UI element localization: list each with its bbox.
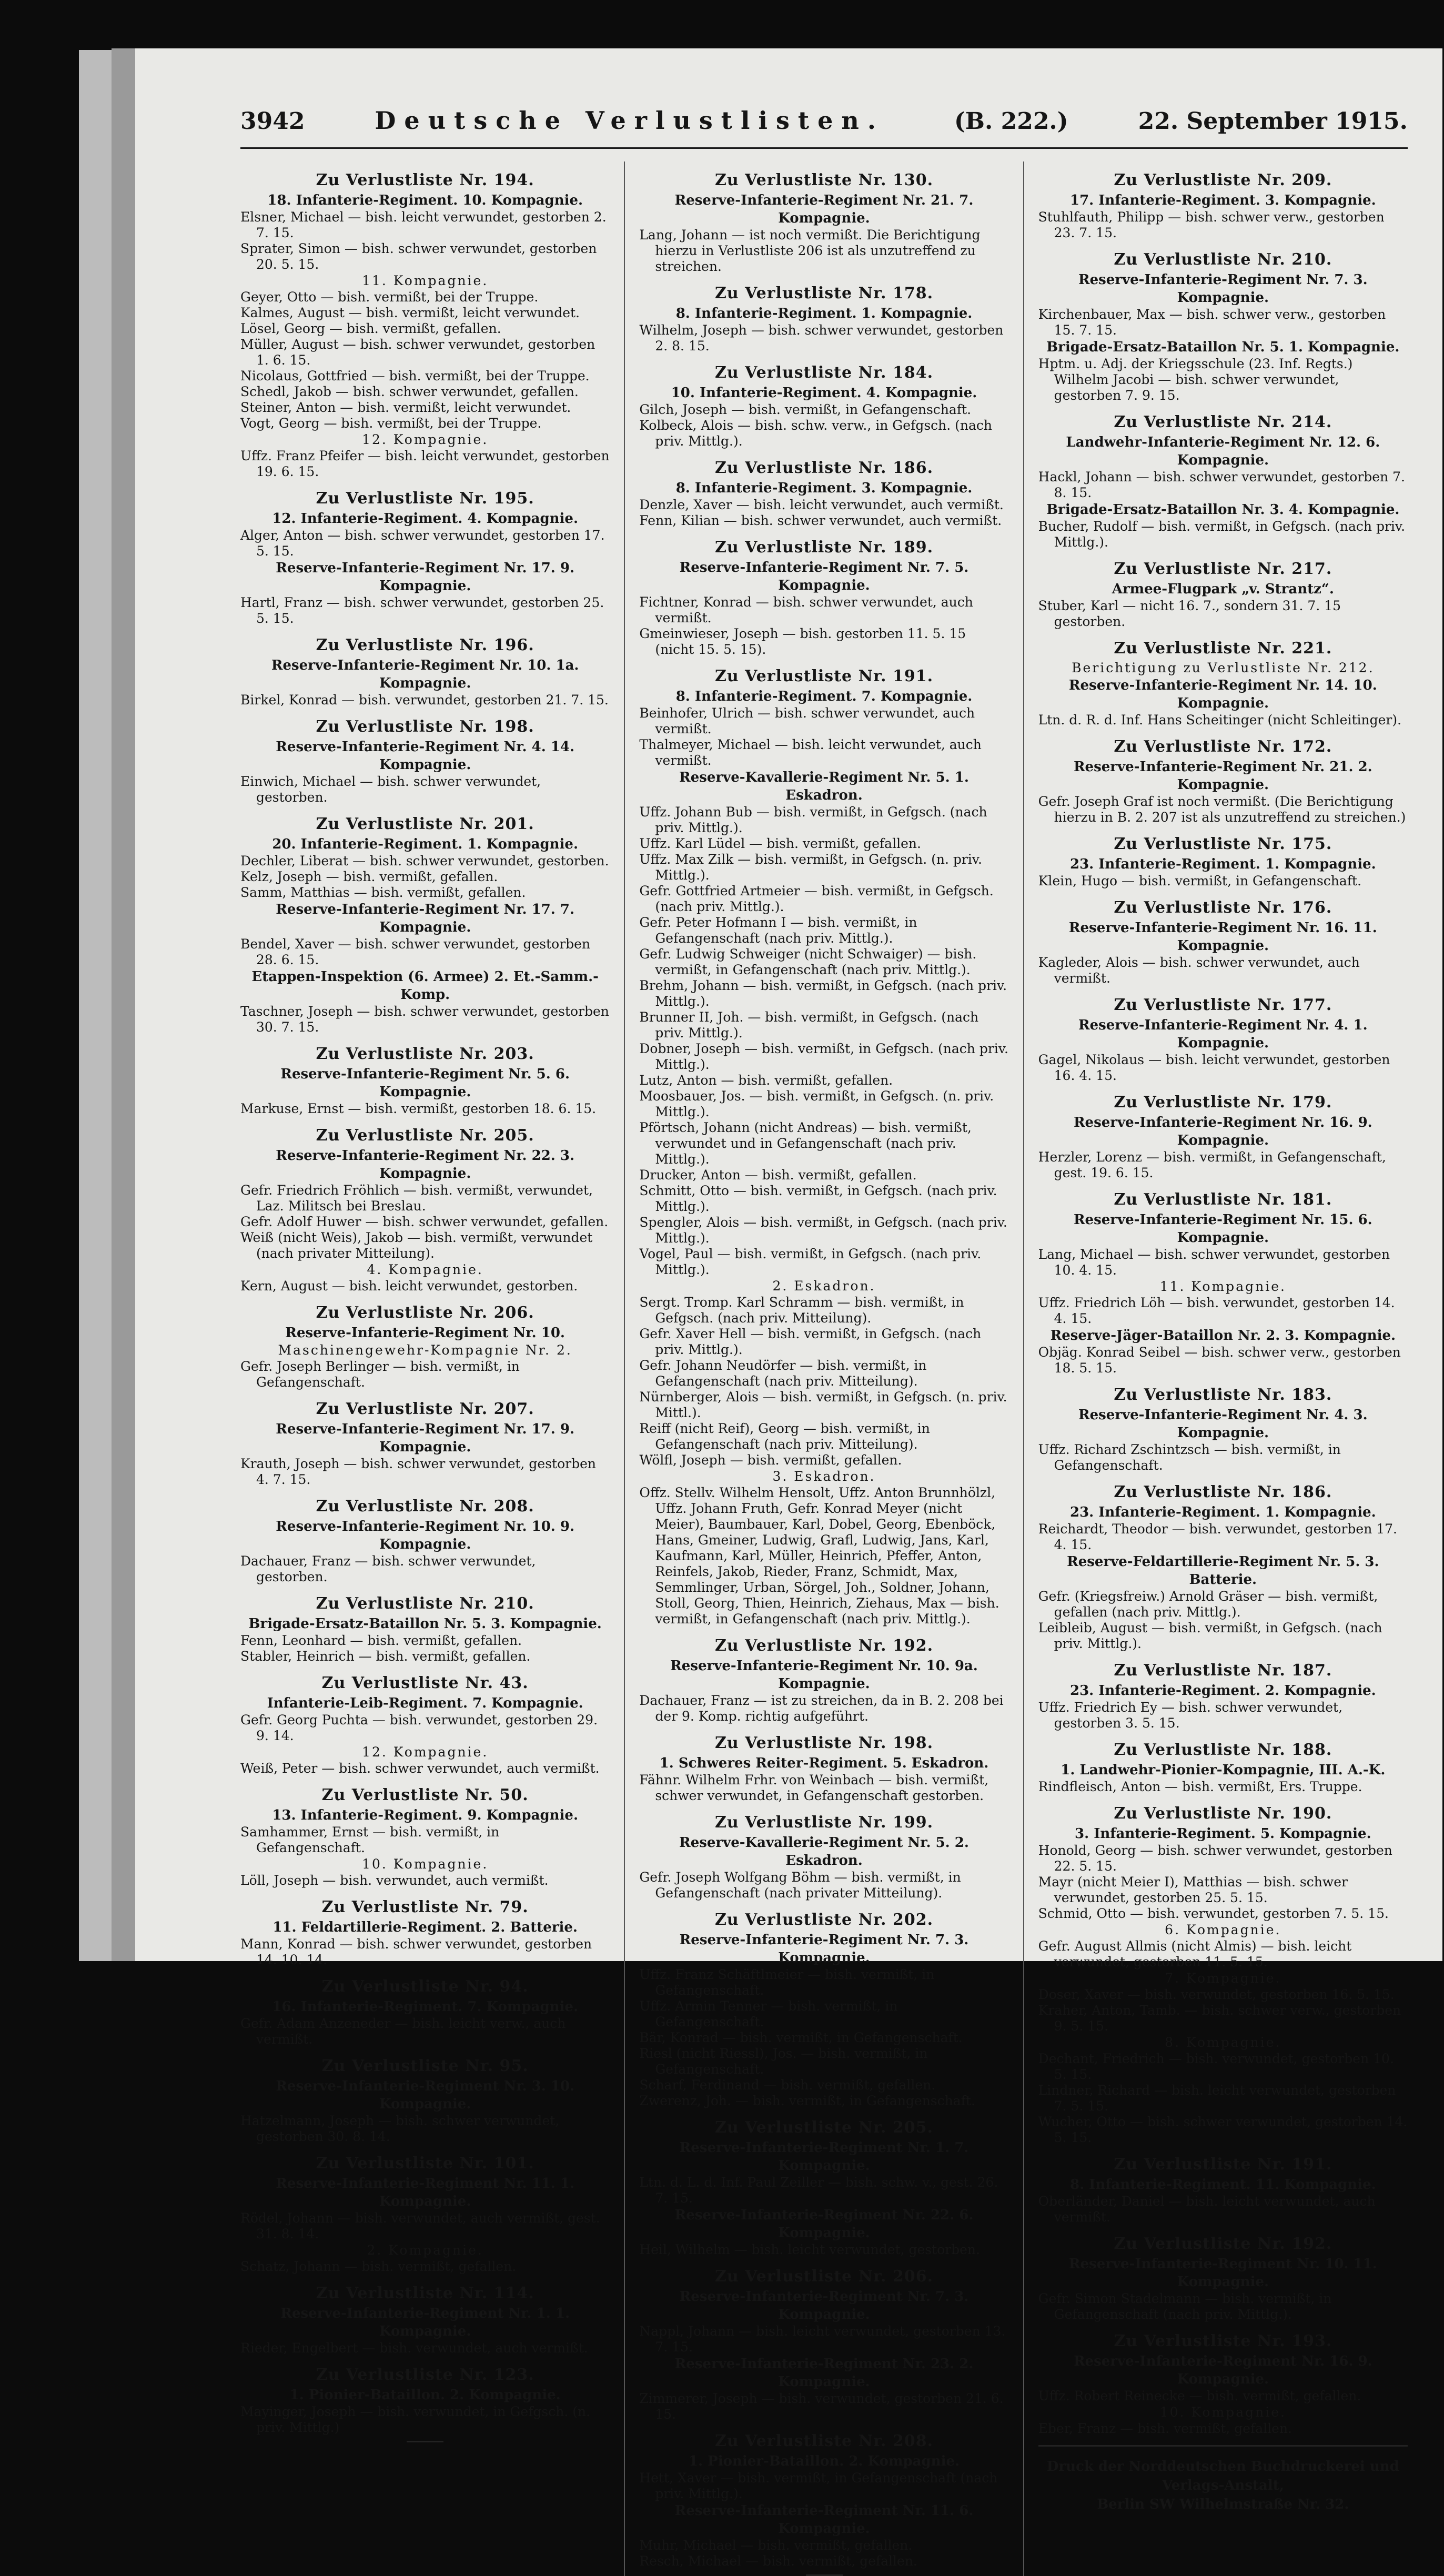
casualty-entry: Hatzelmann, Joseph — bish. schwer verwundet, gestorben 30. 8. 14. (240, 2113, 560, 2144)
subunit-heading: 7. Kompagnie. (1165, 1971, 1281, 1986)
casualty-entry: Beinhofer, Ulrich — bish. schwer verwundet, auch vermißt. (639, 705, 975, 736)
casualty-entry: Vogt, Georg — bish. vermißt, bei der Truppe. (240, 416, 542, 431)
casualty-entry: Gefr. Peter Hofmann I — bish. vermißt, in Gefangenschaft (nach priv. Mittlg.). (639, 915, 917, 946)
casualty-entry: Schmitt, Otto — bish. vermißt, in Gefgsch. (nach priv. Mittlg.). (639, 1183, 997, 1214)
casualty-list-heading: Zu Verlustliste Nr. 194. (316, 171, 534, 189)
casualty-entry: Fichtner, Konrad — bish. schwer verwundet, auch vermißt. (639, 594, 973, 625)
casualty-list-heading: Zu Verlustliste Nr. 206. (714, 2267, 934, 2286)
subunit-heading: 6. Kompagnie. (1165, 1922, 1281, 1937)
casualty-entry: Hett, Xaver — bish. vermißt, in Gefangenschaft (nach priv. Mittlg.). (639, 2470, 998, 2501)
unit-heading: 1. Landwehr-Pionier-Kompagnie, III. A.-K. (1061, 1762, 1386, 1778)
unit-heading: 1. Pionier-Bataillon. 2. Kompagnie. (688, 2453, 960, 2469)
casualty-entry: Wilhelm, Joseph — bish. schwer verwundet, gestorben 2. 8. 15. (639, 322, 1004, 353)
casualty-entry: Lang, Johann — ist noch vermißt. Die Berichtigung hierzu in Verlustliste 206 ist als unzutreffend zu streichen. (639, 227, 981, 274)
casualty-entry: Klein, Hugo — bish. vermißt, in Gefangenschaft. (1038, 873, 1362, 888)
casualty-list-heading: Zu Verlustliste Nr. 186. (714, 459, 934, 477)
casualty-entry: Uffz. Robert Reinecke — bish. vermißt, gefallen. (1038, 2388, 1361, 2403)
issue-date: 22. September 1915. (1138, 108, 1408, 135)
casualty-entry: Schmid, Otto — bish. verwundet, gestorben 7. 5. 15. (1038, 1906, 1389, 1921)
casualty-entry: Gagel, Nikolaus — bish. leicht verwundet, gestorben 16. 4. 15. (1038, 1052, 1390, 1083)
unit-heading: Reserve-Infanterie-Regiment Nr. 16. 9. Kompagnie. (1073, 1115, 1372, 1148)
casualty-entry: Resch, Michael — bish. vermißt, gefallen. (639, 2553, 917, 2569)
casualty-entry: Kelz, Joseph — bish. vermißt, gefallen. (240, 869, 498, 884)
unit-heading: Reserve-Infanterie-Regiment Nr. 17. 7. Kompagnie. (276, 902, 575, 935)
unit-heading: Reserve-Infanterie-Regiment Nr. 10. 9a. Kompagnie. (670, 1658, 978, 1692)
casualty-entry: Mayr (nicht Meier I), Matthias — bish. schwer verwundet, gestorben 25. 5. 15. (1038, 1874, 1348, 1905)
casualty-entry: Reichardt, Theodor — bish. verwundet, gestorben 17. 4. 15. (1038, 1521, 1398, 1552)
casualty-list-heading: Zu Verlustliste Nr. 192. (714, 1636, 934, 1655)
unit-heading: Reserve-Infanterie-Regiment Nr. 11. 1. Kompagnie. (276, 2176, 575, 2209)
casualty-list-heading: Zu Verlustliste Nr. 43. (321, 1674, 529, 1692)
casualty-list-heading: Zu Verlustliste Nr. 203. (316, 1045, 534, 1063)
casualty-entry: Uffz. Franz Pfeifer — bish. leicht verwundet, gestorben 19. 6. 15. (240, 448, 610, 479)
casualty-entry: Elsner, Michael — bish. leicht verwundet, gestorben 2. 7. 15. (240, 209, 607, 240)
casualty-list-heading: Zu Verlustliste Nr. 214. (1114, 413, 1332, 431)
casualty-entry: Leibleib, August — bish. vermißt, in Gefgsch. (nach priv. Mittlg.). (1038, 1620, 1382, 1651)
unit-heading: Reserve-Infanterie-Regiment Nr. 7. 3. Kompagnie. (1078, 272, 1368, 306)
casualty-list-heading: Zu Verlustliste Nr. 210. (316, 1594, 534, 1613)
casualty-entry: Birkel, Konrad — bish. verwundet, gestorben 21. 7. 15. (240, 692, 609, 708)
casualty-entry: Dechler, Liberat — bish. schwer verwundet, gestorben. (240, 853, 609, 868)
casualty-list-heading: Zu Verlustliste Nr. 186. (1114, 1483, 1332, 1501)
casualty-entry: Rindfleisch, Anton — bish. vermißt, Ers. Truppe. (1038, 1779, 1362, 1794)
column-divider (624, 161, 625, 2576)
unit-heading: Reserve-Infanterie-Regiment Nr. 1. 1. Kompagnie. (280, 2306, 570, 2339)
casualty-entry: Krauth, Joseph — bish. schwer verwundet, gestorben 4. 7. 15. (240, 1456, 597, 1487)
casualty-entry: Gmeinwieser, Joseph — bish. gestorben 11. 5. 15 (nicht 15. 5. 15). (639, 626, 966, 657)
casualty-list-heading: Zu Verlustliste Nr. 176. (1114, 898, 1332, 917)
casualty-entry: Stuber, Karl — nicht 16. 7., sondern 31. 7. 15 gestorben. (1038, 598, 1341, 629)
casualty-list-heading: Zu Verlustliste Nr. 198. (316, 718, 534, 736)
casualty-entry: Rieder, Engelbert — bish. verwundet, auch vermißt. (240, 2340, 588, 2356)
casualty-entry: Vogel, Paul — bish. vermißt, in Gefgsch. (nach priv. Mittlg.). (639, 1246, 982, 1277)
unit-heading: Reserve-Infanterie-Regiment Nr. 7. 3. Kompagnie. (679, 1932, 969, 1966)
publication-title: Deutsche Verlustlisten. (375, 106, 884, 135)
subunit-heading: 4. Kompagnie. (367, 1262, 483, 1277)
casualty-entry: Markuse, Ernst — bish. vermißt, gestorben 18. 6. 15. (240, 1101, 597, 1116)
column-2 (639, 161, 1008, 2576)
unit-heading: Brigade-Ersatz-Bataillon Nr. 5. 1. Kompagnie. (1046, 339, 1400, 355)
page-header (240, 106, 1408, 149)
unit-heading: 1. Schweres Reiter-Regiment. 5. Eskadron. (659, 1755, 989, 1771)
casualty-entry: Gefr. Adam Anzeneder — bish. leicht verw., auch vermißt. (240, 2016, 566, 2047)
casualty-entry: Uffz. Friedrich Löh — bish. verwundet, gestorben 14. 4. 15. (1038, 1295, 1395, 1326)
casualty-list-heading: Zu Verlustliste Nr. 130. (714, 171, 934, 189)
subunit-heading: 11. Kompagnie. (362, 273, 489, 288)
unit-heading: Reserve-Feldartillerie-Regiment Nr. 5. 3. Batterie. (1067, 1554, 1379, 1588)
casualty-entry: Nappl, Johann — bish. leicht verwundet, gestorben 13. 7. 15. (639, 2324, 1006, 2355)
unit-heading: Reserve-Infanterie-Regiment Nr. 4. 14. Kompagnie. (276, 739, 575, 773)
casualty-list-heading: Zu Verlustliste Nr. 190. (1114, 1804, 1332, 1823)
issue-number: (B. 222.) (954, 108, 1068, 135)
casualty-list-heading: Zu Verlustliste Nr. 175. (1114, 835, 1332, 853)
unit-heading: Reserve-Infanterie-Regiment Nr. 22. 3. Kompagnie. (276, 1148, 575, 1181)
casualty-entry: Kern, August — bish. leicht verwundet, gestorben. (240, 1278, 578, 1294)
casualty-entry: Zimmerer, Joseph — bish. verwundet, gestorben 21. 6. 15. (639, 2391, 1004, 2422)
casualty-list-heading: Zu Verlustliste Nr. 178. (714, 284, 934, 302)
casualty-entry: Muhr, Michael — bish. vermißt, gefallen. (639, 2538, 913, 2553)
casualty-list-heading: Zu Verlustliste Nr. 208. (316, 1497, 534, 1516)
casualty-entry: Wölfl, Joseph — bish. vermißt, gefallen. (639, 1452, 902, 1468)
imprint-line-1: Druck der Norddeutschen Buchdruckerei und Verlags-Anstalt, (1046, 2459, 1399, 2493)
casualty-list-heading: Zu Verlustliste Nr. 177. (1114, 996, 1332, 1014)
unit-heading: 18. Infanterie-Regiment. 10. Kompagnie. (267, 193, 583, 208)
casualty-list-heading: Zu Verlustliste Nr. 179. (1114, 1093, 1332, 1112)
subunit-heading: Maschinengewehr-Kompagnie Nr. 2. (278, 1342, 572, 1358)
casualty-list-heading: Zu Verlustliste Nr. 95. (321, 2057, 529, 2075)
unit-heading: Reserve-Infanterie-Regiment Nr. 21. 7. Kompagnie. (674, 193, 974, 226)
casualty-entry: Objäg. Konrad Seibel — bish. schwer verw., gestorben 18. 5. 15. (1038, 1345, 1401, 1376)
casualty-entry: Ltn. d. L. d. Inf. Paul Zeiller — bish. schw. v., gest. 26. 7. 15. (639, 2175, 998, 2206)
casualty-entry: Gefr. Simon Stadelmann — bish. vermißt, in Gefangenschaft (nach priv. Mittlg.). (1038, 2291, 1332, 2322)
casualty-entry: Sergt. Tromp. Karl Schramm — bish. vermißt, in Gefgsch. (nach priv. Mitteilung). (639, 1295, 964, 1326)
casualty-entry: Moosbauer, Jos. — bish. vermißt, in Gefgsch. (n. priv. Mittlg.). (639, 1088, 994, 1119)
casualty-entry: Denzle, Xaver — bish. leicht verwundet, auch vermißt. (639, 497, 1004, 512)
unit-heading: 23. Infanterie-Regiment. 1. Kompagnie. (1069, 1504, 1376, 1520)
unit-heading: Reserve-Infanterie-Regiment Nr. 4. 3. Kompagnie. (1078, 1407, 1368, 1441)
casualty-entry: Weiß (nicht Weis), Jakob — bish. vermißt, verwundet (nach privater Mitteilung). (240, 1230, 593, 1261)
unit-heading: 1. Pionier-Bataillon. 2. Kompagnie. (289, 2387, 561, 2403)
casualty-list-heading: Zu Verlustliste Nr. 208. (714, 2432, 934, 2450)
end-rule (407, 2441, 443, 2442)
casualty-entry: Gefr. Friedrich Fröhlich — bish. vermißt, verwundet, Laz. Militsch bei Breslau. (240, 1183, 593, 1214)
casualty-entry: Ltn. d. R. d. Inf. Hans Scheitinger (nicht Schleitinger). (1038, 712, 1402, 728)
printer-imprint (1038, 2457, 1408, 2514)
casualty-entry: Dachauer, Franz — ist zu streichen, da in B. 2. 208 bei der 9. Komp. richtig aufgeführt. (639, 1693, 1004, 1724)
casualty-list-heading: Zu Verlustliste Nr. 101. (316, 2154, 534, 2173)
casualty-list-heading: Zu Verlustliste Nr. 207. (316, 1400, 534, 1418)
casualty-entry: Herzler, Lorenz — bish. vermißt, in Gefangenschaft, gest. 19. 6. 15. (1038, 1149, 1386, 1180)
unit-heading: 17. Infanterie-Regiment. 3. Kompagnie. (1069, 193, 1376, 208)
unit-heading: Reserve-Infanterie-Regiment Nr. 14. 10. Kompagnie. (1068, 678, 1377, 711)
casualty-entry: Alger, Anton — bish. schwer verwundet, gestorben 17. 5. 15. (240, 528, 605, 559)
casualty-list-heading: Zu Verlustliste Nr. 205. (714, 2118, 934, 2137)
subunit-heading: 10. Kompagnie. (362, 1856, 489, 1872)
unit-heading: Reserve-Infanterie-Regiment Nr. 17. 9. Kompagnie. (276, 560, 575, 594)
casualty-entry: Doser, Xaver — bish. verwundet, gestorben 16. 5. 15. (1038, 1987, 1395, 2002)
unit-heading: 3. Infanterie-Regiment. 5. Kompagnie. (1075, 1826, 1371, 1842)
casualty-entry: Gilch, Joseph — bish. vermißt, in Gefangenschaft. (639, 402, 972, 417)
casualty-entry: Spengler, Alois — bish. vermißt, in Gefgsch. (nach priv. Mittlg.). (639, 1215, 1007, 1246)
unit-heading: Reserve-Infanterie-Regiment Nr. 15. 6. Kompagnie. (1073, 1212, 1372, 1246)
unit-heading: Reserve-Infanterie-Regiment Nr. 7. 3. Kompagnie. (679, 2289, 969, 2322)
casualty-entry: Gefr. August Allmis (nicht Almis) — bish. leicht verwundet, gestorben 11. 5. 15. (1038, 1938, 1352, 1969)
casualty-entry: Rödel, Johann — bish. verwundet, auch vermißt, gest. 31. 8. 14. (240, 2210, 600, 2241)
casualty-entry: Mann, Konrad — bish. schwer verwundet, gestorben 14. 10. 14. (240, 1936, 592, 1967)
unit-heading: Reserve-Jäger-Bataillon Nr. 2. 3. Kompagnie. (1050, 1328, 1396, 1343)
unit-heading: 8. Infanterie-Regiment. 11. Kompagnie. (1069, 2177, 1376, 2193)
casualty-list-heading: Zu Verlustliste Nr. 79. (321, 1898, 529, 1916)
casualty-entry: Stabler, Heinrich — bish. vermißt, gefallen. (240, 1649, 531, 1664)
casualty-entry: Scharf, Ferdinand — bish. vermißt, gefallen. (639, 2077, 936, 2093)
casualty-entry: Uffz. Armin Tenner — bish. vermißt, in Gefangenschaft. (639, 1998, 898, 2029)
unit-heading: Reserve-Infanterie-Regiment Nr. 1. 7. Kompagnie. (679, 2140, 969, 2174)
unit-heading: Reserve-Infanterie-Regiment Nr. 21. 2. Kompagnie. (1073, 759, 1372, 793)
unit-heading: 10. Infanterie-Regiment. 4. Kompagnie. (671, 385, 977, 401)
subunit-heading: 3. Eskadron. (772, 1469, 876, 1484)
casualty-entry: Brunner II, Joh. — bish. vermißt, in Gefgsch. (nach priv. Mittlg.). (639, 1009, 979, 1040)
casualty-list-heading: Zu Verlustliste Nr. 187. (1114, 1661, 1332, 1680)
column-1 (240, 161, 610, 2576)
casualty-entry: Samm, Matthias — bish. vermißt, gefallen. (240, 885, 526, 900)
casualty-list-heading: Zu Verlustliste Nr. 183. (1114, 1386, 1332, 1404)
casualty-entry: Gefr. Adolf Huwer — bish. schwer verwundet, gefallen. (240, 1214, 609, 1229)
unit-heading: 20. Infanterie-Regiment. 1. Kompagnie. (272, 836, 579, 852)
casualty-entry: Kirchenbauer, Max — bish. schwer verw., gestorben 15. 7. 15. (1038, 307, 1386, 338)
casualty-entry: Kalmes, August — bish. vermißt, leicht verwundet. (240, 305, 580, 320)
unit-heading: Reserve-Infanterie-Regiment Nr. 4. 1. Kompagnie. (1078, 1017, 1368, 1051)
casualty-list-heading: Zu Verlustliste Nr. 205. (316, 1126, 534, 1145)
casualty-entry: Geyer, Otto — bish. vermißt, bei der Truppe. (240, 289, 539, 305)
casualty-entry: Offz. Stellv. Wilhelm Hensolt, Uffz. Anton Brunnhölzl, Uffz. Johann Fruth, Gefr. Konrad Meyer (nicht Meier), Baumbauer, Karl, Dobel, Georg, Ebenböck, Hans, Gmeiner, Ludwig, Grafl, Ludwig, Jans, Karl, Kaufmann, Karl, Müller, Heinrich, Pfeffer, Anton, Reinfels, Jakob, Rieder, Franz, Schmidt, Max, Semmlinger, Urban, Sörgel, Joh., Soldner, Johann, Stoll, Georg, Thien, Heinrich, Ziehaus, Max — bish. vermißt, in Gefangenschaft (nach priv. Mittlg.). (639, 1485, 999, 1627)
column-3 (1038, 161, 1408, 2576)
casualty-entry: Hptm. u. Adj. der Kriegsschule (23. Inf. Regts.) Wilhelm Jacobi — bish. schwer verwundet, gestorben 7. 9. 15. (1038, 356, 1353, 403)
casualty-list-heading: Zu Verlustliste Nr. 191. (714, 667, 934, 685)
casualty-entry: Kolbeck, Alois — bish. schw. verw., in Gefgsch. (nach priv. Mittlg.). (639, 418, 993, 449)
casualty-list-heading: Zu Verlustliste Nr. 192. (1114, 2235, 1332, 2253)
casualty-entry: Lang, Michael — bish. schwer verwundet, gestorben 10. 4. 15. (1038, 1247, 1390, 1278)
casualty-entry: Taschner, Joseph — bish. schwer verwundet, gestorben 30. 7. 15. (240, 1004, 609, 1035)
casualty-entry: Gefr. Georg Puchta — bish. verwundet, gestorben 29. 9. 14. (240, 1712, 598, 1743)
casualty-entry: Stuhlfauth, Philipp — bish. schwer verw., gestorben 23. 7. 15. (1038, 209, 1385, 240)
unit-heading: Reserve-Infanterie-Regiment Nr. 17. 9. Kompagnie. (276, 1421, 575, 1455)
casualty-entry: Fenn, Leonhard — bish. vermißt, gefallen. (240, 1633, 522, 1648)
casualty-entry: Fähnr. Wilhelm Frhr. von Weinbach — bish. vermißt, schwer verwundet, in Gefangenschaft gestorben. (639, 1772, 989, 1803)
casualty-entry: Eber, Franz — bish. vermißt, gefallen. (1038, 2421, 1292, 2436)
text-columns (240, 161, 1408, 2576)
unit-heading: 11. Feldartillerie-Regiment. 2. Batterie. (272, 1920, 578, 1935)
casualty-entry: Schatz, Johann — bish. vermißt, gefallen. (240, 2259, 517, 2274)
casualty-entry: Lösel, Georg — bish. vermißt, gefallen. (240, 321, 501, 336)
casualty-entry: Gefr. (Kriegsfreiw.) Arnold Gräser — bish. vermißt, gefallen (nach priv. Mittlg.). (1038, 1589, 1378, 1620)
casualty-entry: Hartl, Franz — bish. schwer verwundet, gestorben 25. 5. 15. (240, 595, 604, 626)
casualty-entry: Schedl, Jakob — bish. schwer verwundet, gefallen. (240, 384, 579, 399)
casualty-entry: Kraher, Anton, Tamb. — bish. schwer verw., gestorben 9. 5. 15. (1038, 2003, 1401, 2034)
unit-heading: Reserve-Infanterie-Regiment Nr. 10. 9. Kompagnie. (276, 1519, 575, 1552)
unit-heading: 12. Infanterie-Regiment. 4. Kompagnie. (272, 511, 579, 527)
casualty-entry: Müller, August — bish. schwer verwundet, gestorben 1. 6. 15. (240, 337, 595, 368)
casualty-entry: Sprater, Simon — bish. schwer verwundet, gestorben 20. 5. 15. (240, 241, 597, 272)
subunit-heading: 12. Kompagnie. (362, 1744, 489, 1760)
document-page (112, 48, 1442, 2569)
casualty-list-heading: Zu Verlustliste Nr. 172. (1114, 738, 1332, 756)
casualty-entry: Nürnberger, Alois — bish. vermißt, in Gefgsch. (n. priv. Mittl.). (639, 1389, 1007, 1420)
casualty-entry: Gefr. Xaver Hell — bish. vermißt, in Gefgsch. (nach priv. Mittlg.). (639, 1326, 982, 1357)
casualty-entry: Fenn, Kilian — bish. schwer verwundet, auch vermißt. (639, 513, 1002, 528)
unit-heading: Reserve-Infanterie-Regiment Nr. 3. 10. Kompagnie. (276, 2078, 575, 2112)
casualty-list-heading: Zu Verlustliste Nr. 201. (316, 815, 534, 833)
casualty-entry: Löll, Joseph — bish. verwundet, auch vermißt. (240, 1873, 549, 1888)
subunit-heading: 12. Kompagnie. (362, 432, 489, 447)
casualty-list-heading: Zu Verlustliste Nr. 188. (1114, 1741, 1332, 1759)
casualty-entry: Lindner, Richard — bish. leicht verwundet, gestorben 7. 5. 15. (1038, 2083, 1396, 2114)
binding-gutter (112, 48, 135, 1961)
casualty-list-heading: Zu Verlustliste Nr. 202. (714, 1911, 934, 1929)
casualty-entry: Pförtsch, Johann (nicht Andreas) — bish. vermißt, verwundet und in Gefangenschaft (nach priv. Mittlg.). (639, 1120, 972, 1167)
subunit-heading: 8. Kompagnie. (1165, 2035, 1281, 2050)
casualty-entry: Bendel, Xaver — bish. schwer verwundet, gestorben 28. 6. 15. (240, 936, 591, 967)
casualty-list-heading: Zu Verlustliste Nr. 198. (714, 1734, 934, 1752)
casualty-entry: Heil, Wilhelm — bish. leicht verwundet, gestorben. (639, 2242, 980, 2257)
casualty-list-heading: Zu Verlustliste Nr. 209. (1114, 171, 1332, 189)
casualty-entry: Oberländer, Daniel — bish. leicht verwundet, auch vermißt. (1038, 2194, 1376, 2225)
unit-heading: Reserve-Infanterie-Regiment Nr. 10. 1a. Kompagnie. (271, 658, 579, 691)
unit-heading: 16. Infanterie-Regiment. 7. Kompagnie. (272, 1999, 579, 2015)
casualty-entry: Reiff (nicht Reif), Georg — bish. vermißt, in Gefangenschaft (nach priv. Mitteilung). (639, 1421, 930, 1452)
casualty-entry: Samhammer, Ernst — bish. vermißt, in Gefangenschaft. (240, 1824, 500, 1855)
casualty-entry: Lutz, Anton — bish. vermißt, gefallen. (639, 1073, 893, 1088)
subunit-heading: 11. Kompagnie. (1159, 1279, 1286, 1294)
casualty-list-heading: Zu Verlustliste Nr. 114. (316, 2284, 534, 2302)
casualty-list-heading: Zu Verlustliste Nr. 181. (1114, 1190, 1332, 1209)
casualty-entry: Dechant, Friedrich — bish. verwundet, gestorben 10. 5. 15. (1038, 2051, 1394, 2082)
casualty-list-heading: Zu Verlustliste Nr. 94. (321, 1977, 529, 1996)
casualty-list-heading: Zu Verlustliste Nr. 195. (316, 489, 534, 508)
unit-heading: Brigade-Ersatz-Bataillon Nr. 3. 4. Kompagnie. (1046, 502, 1400, 518)
casualty-list-heading: Zu Verlustliste Nr. 50. (321, 1786, 529, 1804)
casualty-list-heading: Zu Verlustliste Nr. 206. (316, 1304, 534, 1322)
casualty-entry: Einwich, Michael — bish. schwer verwundet, gestorben. (240, 774, 541, 805)
casualty-list-heading: Zu Verlustliste Nr. 191. (1114, 2155, 1332, 2174)
casualty-entry: Thalmeyer, Michael — bish. leicht verwundet, auch vermißt. (639, 737, 982, 768)
unit-heading: Reserve-Infanterie-Regiment Nr. 16. 11. Kompagnie. (1068, 920, 1377, 954)
unit-heading: Reserve-Infanterie-Regiment Nr. 10. (285, 1325, 565, 1341)
unit-heading: Reserve-Infanterie-Regiment Nr. 22. 6. Kompagnie. (674, 2207, 974, 2241)
column-divider (1023, 161, 1024, 2576)
casualty-list-heading: Zu Verlustliste Nr. 184. (714, 363, 934, 382)
casualty-list-heading: Zu Verlustliste Nr. 217. (1114, 560, 1332, 578)
casualty-entry: Weiß, Peter — bish. schwer verwundet, auch vermißt. (240, 1761, 600, 1776)
casualty-entry: Uffz. Johann Bub — bish. vermißt, in Gefgsch. (nach priv. Mittlg.). (639, 804, 987, 835)
casualty-entry: Kagleder, Alois — bish. schwer verwundet, auch vermißt. (1038, 955, 1360, 986)
subunit-heading: 2. Kompagnie. (367, 2242, 483, 2258)
unit-heading: Reserve-Infanterie-Regiment Nr. 5. 6. Kompagnie. (280, 1066, 570, 1100)
subunit-heading: 10. Kompagnie. (1159, 2405, 1286, 2420)
casualty-entry: Dachauer, Franz — bish. schwer verwundet, gestorben. (240, 1553, 536, 1584)
unit-heading: Landwehr-Infanterie-Regiment Nr. 12. 6. Kompagnie. (1066, 435, 1380, 468)
casualty-entry: Gefr. Johann Neudörfer — bish. vermißt, in Gefangenschaft (nach priv. Mitteilung). (639, 1358, 927, 1389)
casualty-entry: Gefr. Gottfried Artmeier — bish. vermißt, in Gefgsch. (nach priv. Mittlg.). (639, 883, 994, 914)
casualty-entry: Drucker, Anton — bish. vermißt, gefallen. (639, 1167, 917, 1183)
casualty-entry: Bucher, Rudolf — bish. vermißt, in Gefgsch. (nach priv. Mittlg.). (1038, 519, 1406, 550)
casualty-entry: Honold, Georg — bish. schwer verwundet, gestorben 22. 5. 15. (1038, 1843, 1392, 1874)
casualty-list-heading: Zu Verlustliste Nr. 196. (316, 636, 534, 654)
casualty-list-heading: Zu Verlustliste Nr. 210. (1114, 250, 1332, 269)
column-3-body (1038, 171, 1408, 2437)
casualty-entry: Hackl, Johann — bish. schwer verwundet, gestorben 7. 8. 15. (1038, 469, 1406, 500)
unit-heading: Brigade-Ersatz-Bataillon Nr. 5. 3. Kompagnie. (248, 1616, 602, 1632)
unit-heading: Etappen-Inspektion (6. Armee) 2. Et.-Samm.-Komp. (251, 969, 599, 1003)
unit-heading: Reserve-Infanterie-Regiment Nr. 23. 2. Kompagnie. (674, 2356, 974, 2390)
casualty-list-heading: Zu Verlustliste Nr. 199. (714, 1813, 934, 1832)
casualty-entry: Nicolaus, Gottfried — bish. vermißt, bei der Truppe. (240, 368, 590, 383)
casualty-entry: Bär, Konrad — bish. vermißt, in Gefangenschaft. (639, 2030, 963, 2045)
unit-heading: 8. Infanterie-Regiment. 3. Kompagnie. (675, 480, 973, 496)
casualty-entry: Riesl (nicht Riessl), Jos. — bish. vermißt, in Gefangenschaft. (639, 2046, 928, 2077)
casualty-list-heading: Zu Verlustliste Nr. 221. (1114, 639, 1332, 658)
unit-heading: 23. Infanterie-Regiment. 2. Kompagnie. (1069, 1683, 1376, 1699)
imprint-rule (1038, 2445, 1408, 2447)
casualty-entry: Gefr. Joseph Graf ist noch vermißt. (Die Berichtigung hierzu in B. 2. 207 ist als unzutreffend zu streichen.) (1038, 794, 1406, 825)
unit-heading: 8. Infanterie-Regiment. 7. Kompagnie. (675, 689, 973, 704)
unit-heading: Reserve-Kavallerie-Regiment Nr. 5. 1. Eskadron. (679, 770, 969, 803)
casualty-entry: Uffz. Franz Schäftlmeier — bish. vermißt, in Gefangenschaft. (639, 1967, 935, 1998)
casualty-entry: Uffz. Max Zilk — bish. vermißt, in Gefgsch. (n. priv. Mittlg.). (639, 852, 982, 883)
unit-heading: Reserve-Infanterie-Regiment Nr. 16. 9. Kompagnie. (1073, 2353, 1372, 2387)
unit-heading: Reserve-Infanterie-Regiment Nr. 10. 11. Kompagnie. (1068, 2256, 1377, 2290)
casualty-entry: Zwerenz, Joh. — bish. vermißt, in Gefangenschaft. (639, 2093, 975, 2108)
unit-heading: Reserve-Infanterie-Regiment Nr. 11. 6. Kompagnie. (674, 2503, 974, 2537)
unit-heading: Armee-Flugpark „v. Strantz“. (1112, 581, 1334, 597)
casualty-list-heading: Zu Verlustliste Nr. 123. (316, 2366, 534, 2384)
casualty-entry: Uffz. Karl Lüdel — bish. vermißt, gefallen. (639, 836, 921, 851)
subunit-heading: 2. Eskadron. (772, 1278, 876, 1294)
casualty-entry: Uffz. Friedrich Ey — bish. schwer verwundet, gestorben 3. 5. 15. (1038, 1700, 1343, 1731)
casualty-entry: Uffz. Richard Zschintzsch — bish. vermißt, in Gefangenschaft. (1038, 1442, 1341, 1473)
casualty-entry: Wucher, Otto — bish. schwer verwundet, gestorben 14. 5. 15. (1038, 2114, 1408, 2145)
unit-heading: 8. Infanterie-Regiment. 1. Kompagnie. (675, 306, 973, 321)
imprint-line-2: Berlin SW Wilhelmstraße Nr. 32. (1097, 2497, 1349, 2512)
unit-heading: Infanterie-Leib-Regiment. 7. Kompagnie. (267, 1695, 583, 1711)
unit-heading: 13. Infanterie-Regiment. 9. Kompagnie. (272, 1807, 579, 1823)
casualty-entry: Gefr. Joseph Berlinger — bish. vermißt, in Gefangenschaft. (240, 1359, 520, 1390)
unit-heading: 23. Infanterie-Regiment. 1. Kompagnie. (1069, 856, 1376, 872)
unit-heading: Reserve-Kavallerie-Regiment Nr. 5. 2. Eskadron. (679, 1835, 969, 1868)
casualty-entry: Mayinger, Joseph — bish. verwundet, in Gefgsch. (n. priv. Mittlg.) (240, 2404, 591, 2435)
casualty-entry: Gefr. Joseph Wolfgang Böhm — bish. vermißt, in Gefangenschaft (nach privater Mitteilung). (639, 1870, 961, 1901)
page-number: 3942 (240, 108, 305, 135)
casualty-entry: Gefr. Ludwig Schweiger (nicht Schwaiger) — bish. vermißt, in Gefangenschaft (nach priv. Mittlg.). (639, 946, 977, 977)
casualty-list-heading: Zu Verlustliste Nr. 189. (714, 538, 934, 557)
casualty-entry: Steiner, Anton — bish. vermißt, leicht verwundet. (240, 400, 571, 415)
casualty-list-heading: Zu Verlustliste Nr. 193. (1114, 2332, 1332, 2350)
unit-heading: Reserve-Infanterie-Regiment Nr. 7. 5. Kompagnie. (679, 560, 969, 593)
casualty-entry: Dobner, Joseph — bish. vermißt, in Gefgsch. (nach priv. Mittlg.). (639, 1041, 1008, 1072)
casualty-entry: Brehm, Johann — bish. vermißt, in Gefgsch. (nach priv. Mittlg.). (639, 978, 1007, 1009)
subunit-heading: Berichtigung zu Verlustliste Nr. 212. (1072, 660, 1375, 675)
